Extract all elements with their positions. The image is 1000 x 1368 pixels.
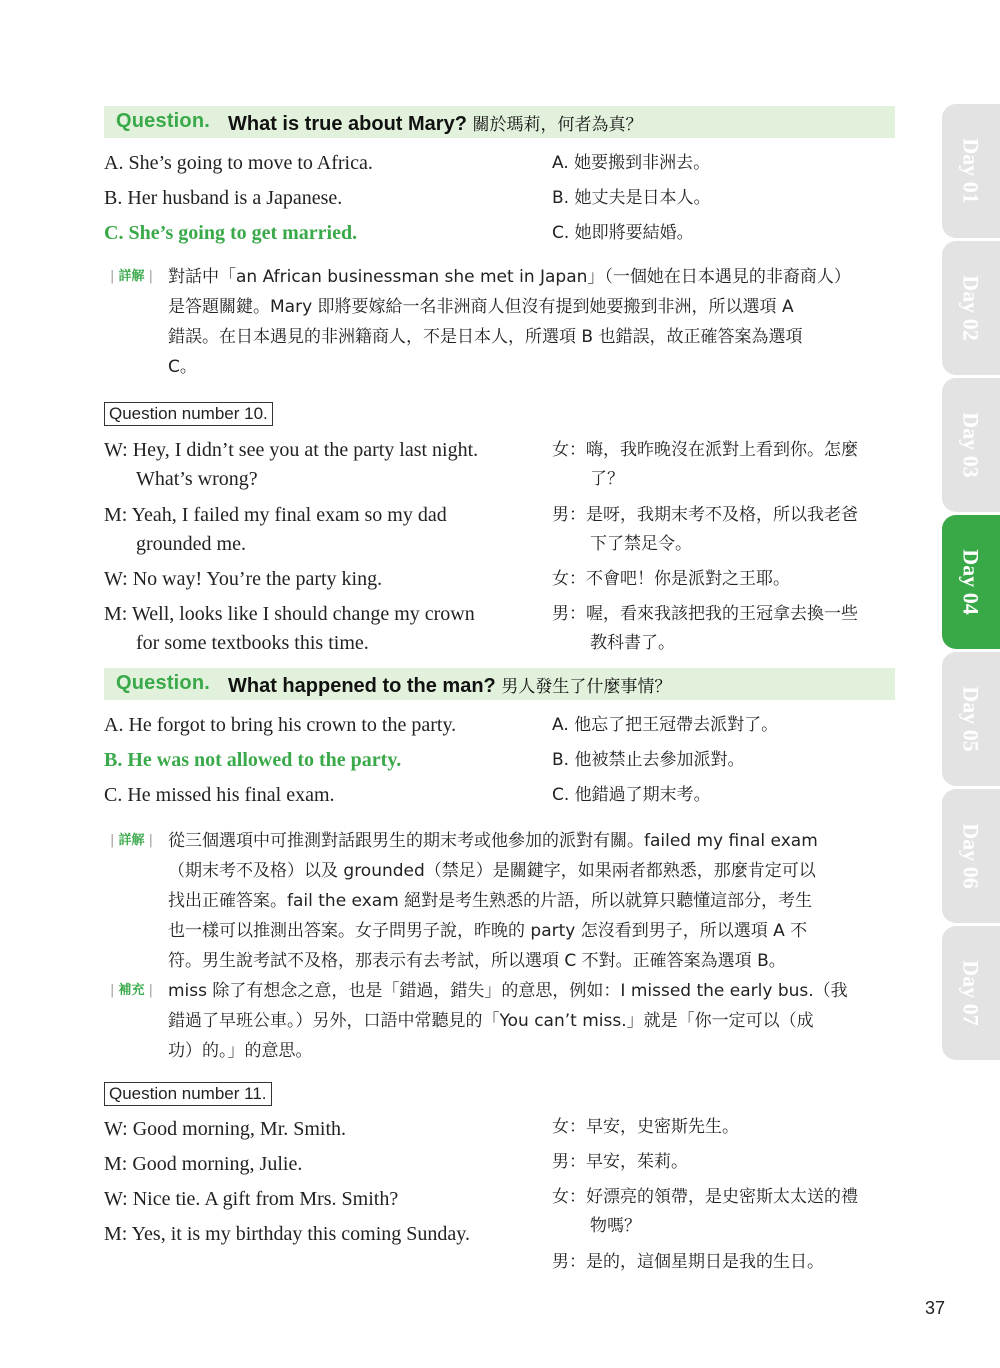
q11-dialogue-2-en: M: Good morning, Julie. xyxy=(104,1153,303,1175)
q9-option-b-zh: B. 她丈夫是日本人。 xyxy=(552,188,711,208)
q10-dialogue-2-zh-cont: 下了禁足令。 xyxy=(590,534,692,554)
q10-dialogue-2-zh: 男：是呀，我期末考不及格，所以我老爸 xyxy=(552,505,858,525)
q10-dialogue-1-en-cont: What’s wrong? xyxy=(136,468,258,490)
q9-option-c-en-correct: C. She’s going to get married. xyxy=(104,222,358,244)
tab-day-05[interactable]: Day 05 xyxy=(942,652,1000,786)
q11-dialogue-4-en: M: Yes, it is my birthday this coming Sunday. xyxy=(104,1223,470,1245)
supplement-line: 功）的。」的意思。 xyxy=(168,1041,313,1061)
q10-dialogue-4-en-cont: for some textbooks this time. xyxy=(136,632,369,654)
tab-day-02[interactable]: Day 02 xyxy=(942,241,1000,375)
q10-dialogue-3-zh: 女：不會吧！你是派對之王耶。 xyxy=(552,569,790,589)
q11-dialogue-1-en: W: Good morning, Mr. Smith. xyxy=(104,1118,347,1140)
q10-dialogue-1-en: W: Hey, I didn’t see you at the party last night. xyxy=(104,439,479,461)
q10-dialogue-2-en: M: Yeah, I failed my final exam so my dad xyxy=(104,504,447,526)
q10-dialogue-4-en: M: Well, looks like I should change my crown xyxy=(104,603,475,625)
question-word: Question. xyxy=(116,110,211,132)
q10-dialogue-2-en-cont: grounded me. xyxy=(136,533,246,555)
supplement-line: 錯過了早班公車。）另外，口語中常聽見的「You can’t miss.」就是「你一定可以（成 xyxy=(168,1011,814,1031)
q10-dialogue-4-zh: 男：喔，看來我該把我的王冠拿去換一些 xyxy=(552,604,858,624)
q9-option-b-en: B. Her husband is a Japanese. xyxy=(104,187,343,209)
q11-dialogue-3-en: W: Nice tie. A gift from Mrs. Smith? xyxy=(104,1188,399,1210)
explanation-line: C。 xyxy=(168,357,197,377)
supplement-line: miss 除了有想念之意，也是「錯過，錯失」的意思，例如：I missed the early bus.（我 xyxy=(168,981,848,1001)
explanation-line: 找出正確答案。fail the exam 絕對是考生熟悉的片語，所以就算只聽懂這部分，考生 xyxy=(168,891,813,911)
q10-dialogue-4-zh-cont: 教科書了。 xyxy=(590,633,675,653)
explanation-line: （期末考不及格）以及 grounded（禁足）是關鍵字，如果兩者都熟悉，那麼肯定可以 xyxy=(168,861,816,881)
explanation-line: 對話中「an African businessman she met in Japan」（一個她在日本遇見的非裔商人） xyxy=(168,267,851,287)
q10-dialogue-3-en: W: No way! You’re the party king. xyxy=(104,568,383,590)
page-number: 37 xyxy=(925,1298,946,1318)
explanation-line: 錯誤。在日本遇見的非洲籍商人，不是日本人，所選項 B 也錯誤，故正確答案為選項 xyxy=(168,327,803,347)
question-text: What is true about Mary? 關於瑪莉，何者為真？ xyxy=(228,113,643,135)
day-tabs xyxy=(942,104,1000,1056)
q11-dialogue-3-zh-cont: 物嗎？ xyxy=(590,1216,641,1236)
explanation-line: 從三個選項中可推測對話跟男生的期末考或他參加的派對有關。failed my final exam xyxy=(168,831,818,851)
explanation-line: 也一樣可以推測出答案。女子問男子說，昨晚的 party 怎沒看到男子，所以選項 A 不 xyxy=(168,921,808,941)
tab-day-07[interactable]: Day 07 xyxy=(942,926,1000,1060)
question-number-11: Question number 11. xyxy=(104,1082,272,1106)
explanation-line: 是答題關鍵。Mary 即將要嫁給一名非洲商人但沒有提到她要搬到非洲，所以選項 A xyxy=(168,297,794,317)
q11-dialogue-1-zh: 女：早安，史密斯先生。 xyxy=(552,1117,739,1137)
question-word: Question. xyxy=(116,672,211,694)
q9-option-a-zh: A. 她要搬到非洲去。 xyxy=(552,153,711,173)
q9-option-c-zh: C. 她即將要結婚。 xyxy=(552,223,694,243)
q10-option-a-en: A. He forgot to bring his crown to the party. xyxy=(104,714,457,736)
question-band-q9 xyxy=(104,106,895,138)
q11-dialogue-2-zh: 男：早安，茱莉。 xyxy=(552,1152,688,1172)
explain-tag-q10: | 詳解 | xyxy=(110,833,154,848)
q10-dialogue-1-zh-cont: 了？ xyxy=(590,469,624,489)
q10-option-b-en-correct: B. He was not allowed to the party. xyxy=(104,749,402,771)
explanation-q9 xyxy=(168,262,895,382)
q10-option-a-zh: A. 他忘了把王冠帶去派對了。 xyxy=(552,715,779,735)
tab-day-04-active[interactable]: Day 04 xyxy=(942,515,1000,649)
explanation-q10 xyxy=(168,826,895,976)
question-text: What happened to the man? 男人發生了什麼事情？ xyxy=(228,675,672,697)
tab-day-06[interactable]: Day 06 xyxy=(942,789,1000,923)
q11-dialogue-4-zh: 男：是的，這個星期日是我的生日。 xyxy=(552,1252,824,1272)
q11-dialogue-3-zh: 女：好漂亮的領帶，是史密斯太太送的禮 xyxy=(552,1187,858,1207)
q10-option-b-zh: B. 他被禁止去參加派對。 xyxy=(552,750,745,770)
explanation-line: 符。男生說考試不及格，那表示有去考試，所以選項 C 不對。正確答案為選項 B。 xyxy=(168,951,786,971)
supplement-tag-q10: | 補充 | xyxy=(110,983,154,998)
q9-option-a-en: A. She’s going to move to Africa. xyxy=(104,152,373,174)
q10-dialogue-1-zh: 女：嗨，我昨晚沒在派對上看到你。怎麼 xyxy=(552,440,858,460)
question-number-10: Question number 10. xyxy=(104,402,273,426)
q10-option-c-zh: C. 他錯過了期末考。 xyxy=(552,785,711,805)
tab-day-03[interactable]: Day 03 xyxy=(942,378,1000,512)
tab-day-01[interactable]: Day 01 xyxy=(942,104,1000,238)
question-band-q10 xyxy=(104,668,895,700)
explain-tag-q9: | 詳解 | xyxy=(110,269,154,284)
q10-option-c-en: C. He missed his final exam. xyxy=(104,784,335,806)
supplement-q10 xyxy=(168,976,895,1066)
